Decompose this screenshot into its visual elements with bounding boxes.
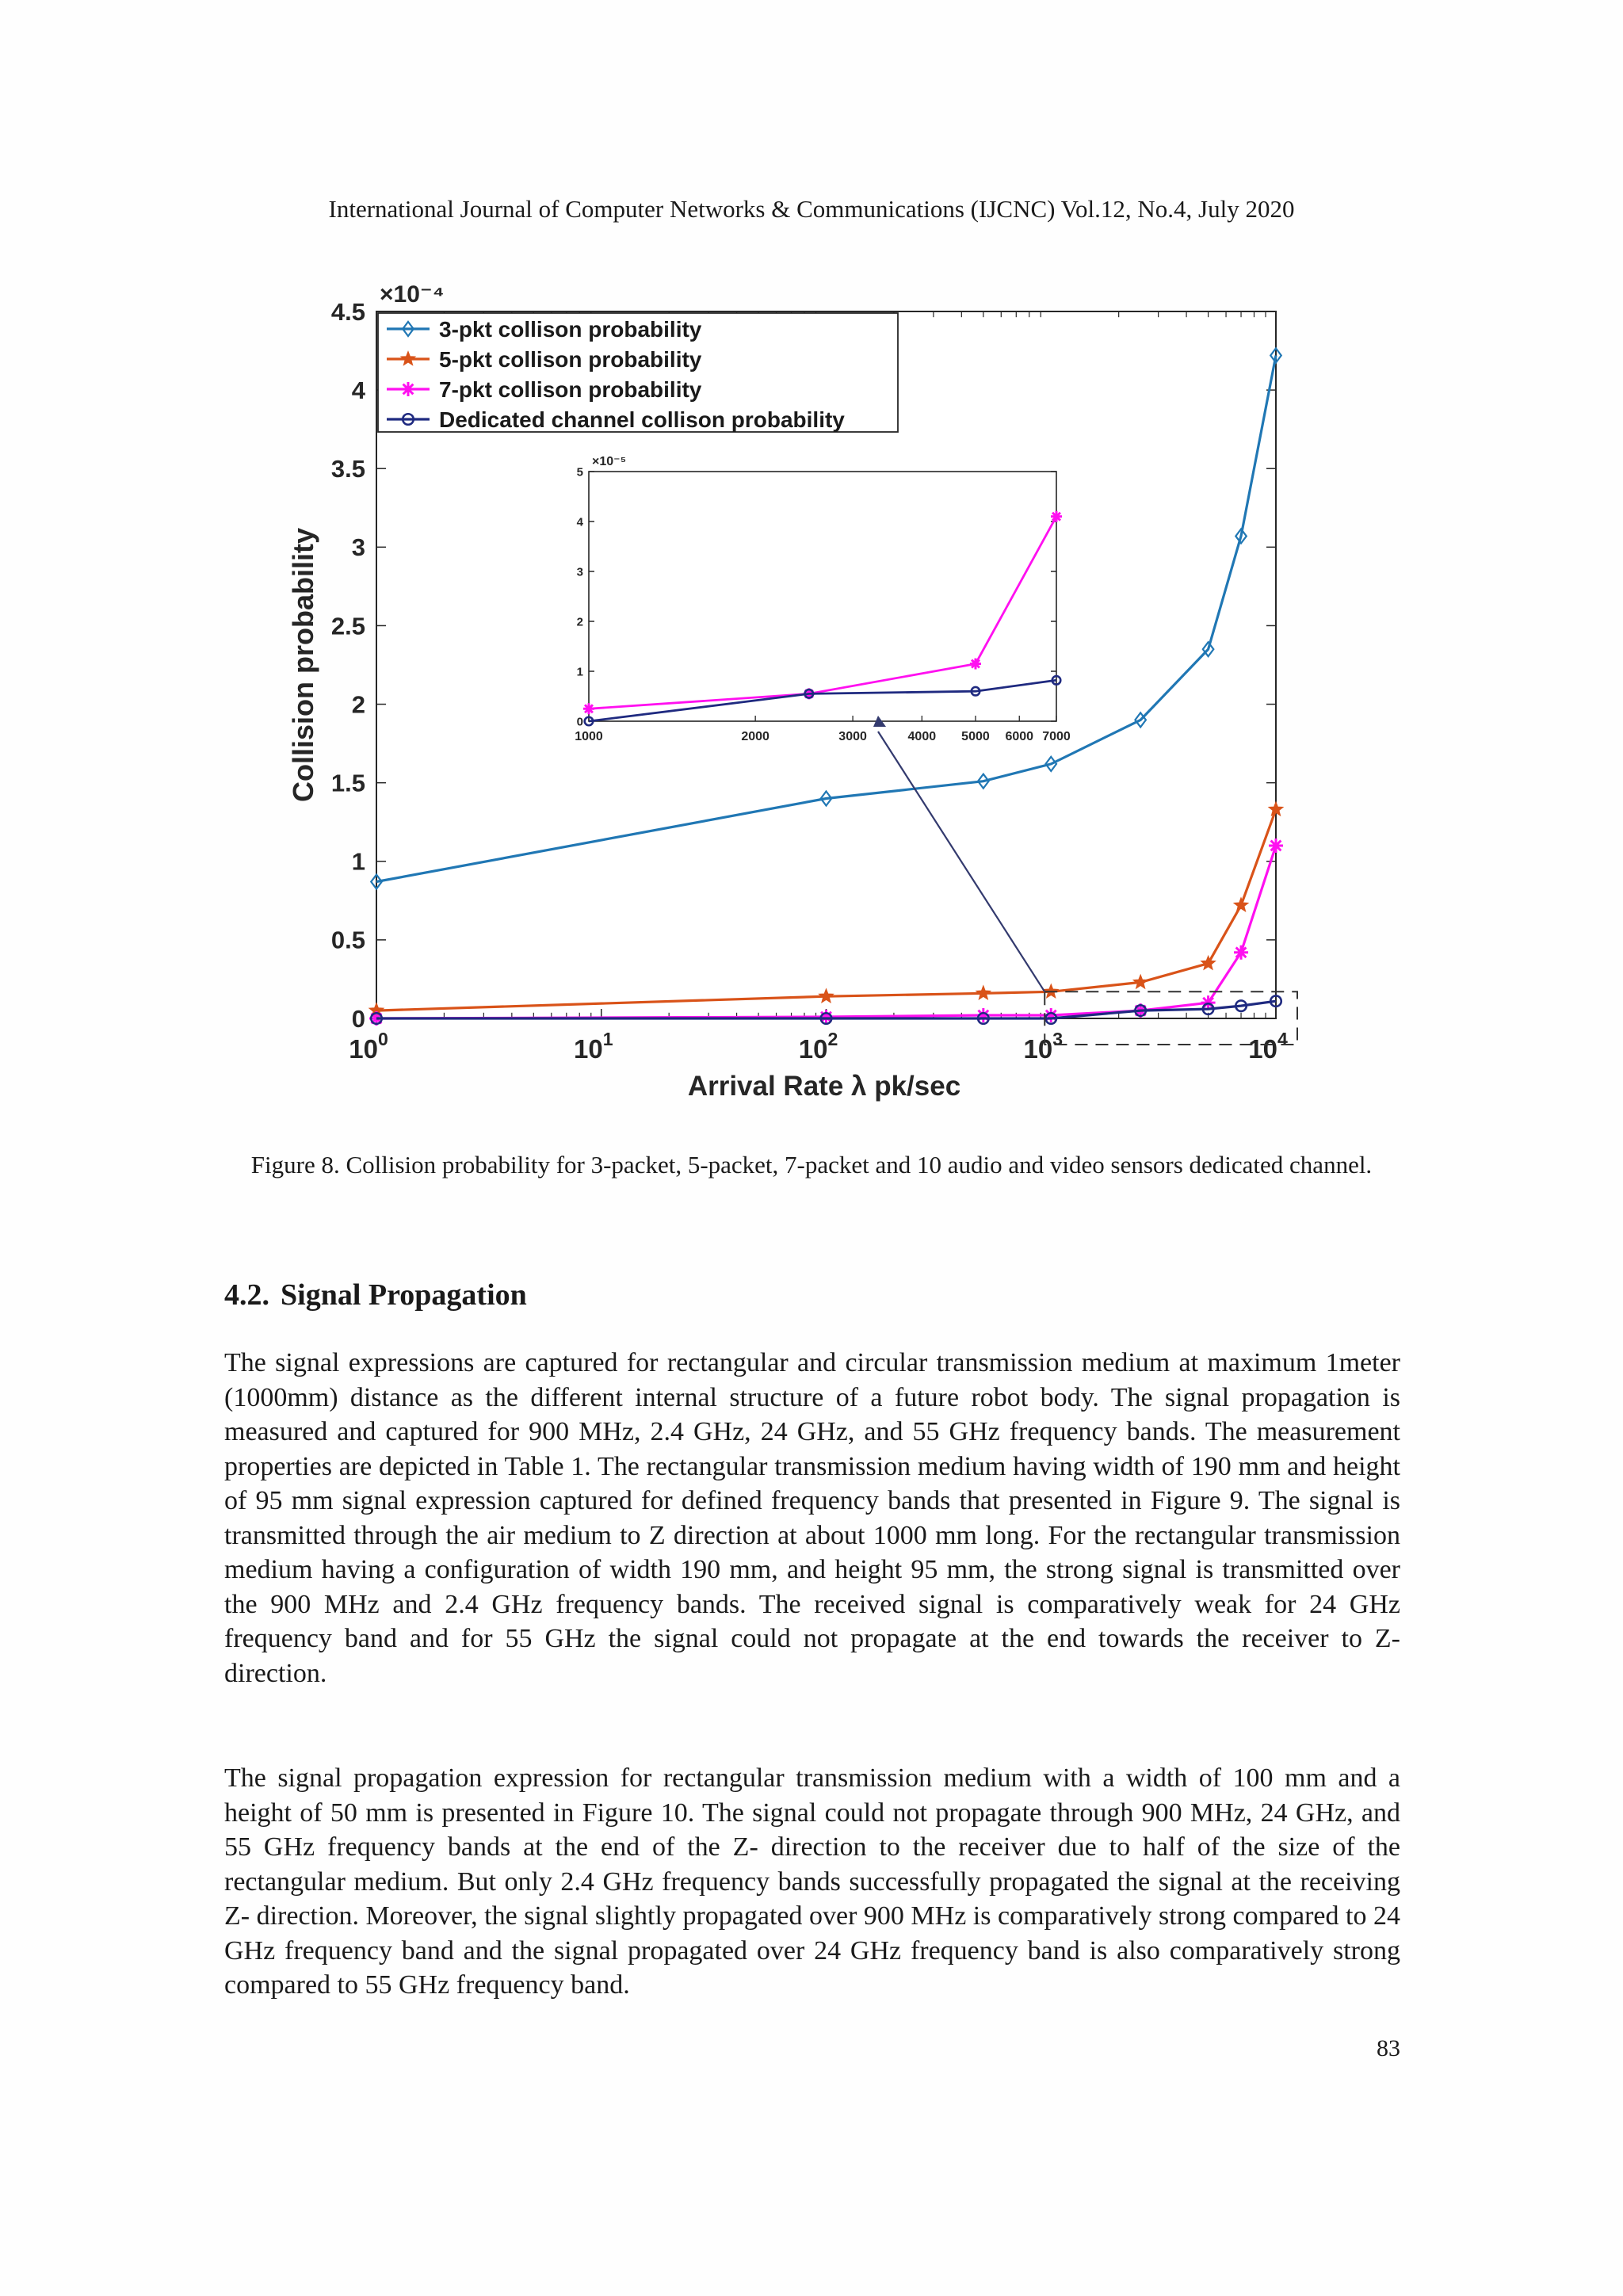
data-point — [1051, 511, 1062, 522]
running-header: International Journal of Computer Networks & Communications (IJCNC) Vol.12, No.4, July 2020 — [328, 195, 1295, 223]
legend-item — [387, 407, 845, 432]
y-tick-label: 1.5 — [330, 769, 365, 797]
y-tick-label: 2.5 — [330, 612, 365, 640]
page-number: 83 — [1377, 2035, 1400, 2061]
x-tick-label: $10^1$ — [573, 1029, 613, 1064]
data-point — [583, 703, 594, 714]
x-tick-label: 6000 — [1005, 730, 1034, 743]
marker-dot — [405, 386, 411, 392]
x-tick-label: $10^4$ — [1248, 1029, 1288, 1064]
y-tick-label: 2 — [576, 615, 583, 629]
x-tick-label: 2000 — [741, 730, 769, 743]
x-axis-title: Arrival Rate λ pk/sec — [687, 1071, 961, 1102]
y-tick-label: 0 — [576, 715, 583, 729]
collision-probability-figure — [277, 273, 1331, 1121]
x-tick-label: $10^3$ — [1023, 1029, 1064, 1064]
data-point — [1269, 839, 1283, 853]
legend-label: 5-pkt collison probability — [439, 347, 702, 372]
paragraph: The signal propagation expression for rectangular transmission medium with a width of 100 mm and a height of 50 mm is presented in Figure 10. The signal could not propagate through 900 MHz, 24 GHz, and 55 GHz frequency bands at the end of the Z- direction to the receiver due to half of the size of the rectangular medium. But only 2.4 GHz frequency bands successfully propagated the signal at the receiving Z- direction. Moreover, the signal slightly propagated over 900 MHz is comparatively strong compared to 24 GHz frequency band and the signal propagated over 24 GHz frequency band is also comparatively strong compared to 55 GHz frequency band. — [224, 1763, 1400, 2000]
x-tick-label: $10^0$ — [349, 1029, 388, 1064]
data-point — [401, 382, 415, 396]
marker-dot — [973, 661, 978, 666]
data-point — [970, 659, 981, 670]
y-tick-label: 1 — [351, 847, 365, 876]
paragraph: The signal expressions are captured for rectangular and circular transmission medium at maximum 1meter (1000mm) distance as the different internal structure of a future robot body. The signal propagation is measured and captured for 900 MHz, 2.4 GHz, 24 GHz, and 55 GHz frequency bands. The measurement properties are depicted in Table 1. The rectangular transmission medium having width of 190 mm and height of 95 mm signal expression captured for defined frequency bands that presented in Figure 9. The signal is transmitted through the air medium to Z direction at about 1000 mm long. For the rectangular transmission medium having a configuration of width 190 mm, and height 95 mm, the strong signal is transmitted over the 900 MHz and 2.4 GHz frequency bands. The received signal is comparatively weak for 24 GHz frequency band and for 55 GHz the signal could not propagate at the end towards the receiver to Z- direction. — [224, 1348, 1400, 1688]
y-tick-label: 4 — [351, 376, 365, 404]
x-tick-label: 1000 — [575, 730, 603, 743]
legend-label: 7-pkt collison probability — [439, 377, 702, 402]
y-tick-label: 4.5 — [330, 297, 365, 326]
y-axis-title: Collision probability — [287, 527, 319, 803]
section-title: Signal Propagation — [281, 1278, 527, 1312]
data-point — [1234, 946, 1248, 960]
y-tick-label: 4 — [576, 515, 583, 529]
y-tick-label: 0 — [351, 1004, 365, 1033]
y-tick-label: 2 — [351, 690, 365, 719]
legend — [378, 313, 898, 432]
marker-dot — [586, 706, 591, 711]
y-tick-label: 1 — [576, 665, 583, 679]
marker-dot — [1054, 514, 1059, 519]
legend-label: 3-pkt collison probability — [439, 317, 702, 342]
marker-dot — [1273, 842, 1279, 849]
y-tick-label: 3 — [351, 533, 365, 562]
x-tick-label: $10^2$ — [798, 1029, 838, 1064]
section-heading — [224, 1278, 538, 1312]
x-tick-label: 5000 — [961, 730, 990, 743]
x-tick-label: 4000 — [907, 730, 937, 743]
plot-frame — [589, 472, 1056, 721]
marker-dot — [1238, 949, 1244, 956]
y-tick-label: 3.5 — [330, 455, 365, 483]
x-tick-label: 7000 — [1042, 730, 1071, 743]
x-tick-label: 3000 — [838, 730, 867, 743]
figure-caption: Figure 8. Collision probability for 3-packet, 5-packet, 7-packet and 10 audio and video sensors dedicated channel. — [250, 1151, 1373, 1179]
y-tick-label: 3 — [576, 565, 583, 579]
y-tick-label: 5 — [576, 465, 583, 479]
y-exponent-label: ×10⁻⁴ — [380, 281, 445, 308]
section-number: 4.2. — [224, 1278, 269, 1312]
legend-label: Dedicated channel collison probability — [439, 407, 845, 432]
y-exponent-label: ×10⁻⁵ — [592, 455, 627, 468]
y-tick-label: 0.5 — [330, 926, 365, 954]
